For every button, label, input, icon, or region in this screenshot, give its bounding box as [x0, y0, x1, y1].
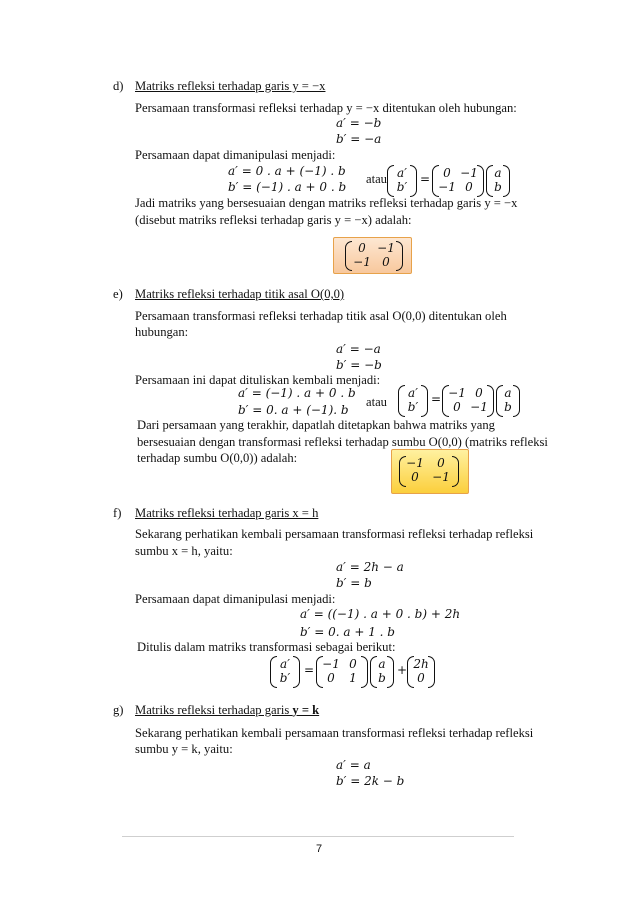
- item-label-e: e): [113, 287, 123, 301]
- section-d-manip-eq1: a′ = 0 . a + (−1) . b: [228, 164, 346, 178]
- item-label-f: f): [113, 506, 122, 520]
- section-d-vector: a b: [486, 165, 510, 195]
- section-e-atau: atau: [366, 395, 387, 409]
- section-f-equals: =: [304, 663, 315, 677]
- section-d-result-matrix: 0 −1 −1 0: [345, 241, 403, 269]
- section-e-manip-text: Persamaan ini dapat dituliskan kembali menjadi:: [135, 373, 381, 387]
- section-d-vector-prime: a′ b′: [387, 165, 417, 195]
- page-number: 7: [315, 843, 323, 855]
- section-d-title: Matriks refleksi terhadap garis y = −x: [135, 79, 326, 93]
- section-e-vector: a b: [496, 385, 520, 415]
- section-e-manip-eq1: a′ = (−1) . a + 0 . b: [238, 386, 356, 400]
- section-f-vector: a b: [370, 656, 394, 686]
- section-f-title: Matriks refleksi terhadap garis x = h: [135, 506, 319, 520]
- section-f-eq1: a′ = 2h − a: [336, 560, 404, 574]
- section-g-title: [135, 703, 319, 717]
- section-f-manip-eq1: a′ = ((−1) . a + 0 . b) + 2h: [300, 607, 461, 621]
- section-e-conclusion-line3: terhadap sumbu O(0,0)) adalah:: [137, 451, 298, 465]
- section-g-intro-line1: Sekarang perhatikan kembali persamaan transformasi refleksi terhadap refleksi: [135, 726, 534, 740]
- section-e-manip-eq2: b′ = 0. a + (−1). b: [238, 403, 349, 417]
- item-label-g: g): [113, 703, 124, 717]
- section-e-conclusion-line2: bersesuaian dengan transformasi refleksi terhadap sumbu O(0,0) (matriks refleksi: [137, 435, 548, 449]
- footer-divider: [122, 836, 514, 837]
- section-e-intro-line1: Persamaan transformasi refleksi terhadap titik asal O(0,0) ditentukan oleh: [135, 309, 507, 323]
- section-f-matrix: −1 0 0 1: [316, 656, 368, 686]
- section-f-vector-add: 2h 0: [407, 656, 435, 686]
- section-g-title-text: Matriks refleksi terhadap garis: [135, 703, 293, 717]
- section-g-eq1: a′ = a: [336, 758, 371, 772]
- section-d-conclusion-line1: Jadi matriks yang bersesuaian dengan matriks refleksi terhadap garis y = −x: [135, 196, 518, 210]
- section-f-manip-text: Persamaan dapat dimanipulasi menjadi:: [135, 592, 336, 606]
- section-d-equals: =: [420, 172, 431, 186]
- section-e-eq1: a′ = −a: [336, 342, 381, 356]
- section-e-result-matrix: −1 0 0 −1: [399, 456, 459, 485]
- section-e-eq2: b′ = −b: [336, 358, 382, 372]
- section-f-ditulis-text: Ditulis dalam matriks transformasi sebagai berikut:: [137, 640, 396, 654]
- section-d-eq1: a′ = −b: [336, 116, 382, 130]
- section-d-intro: Persamaan transformasi refleksi terhadap y = −x ditentukan oleh hubungan:: [135, 101, 517, 115]
- section-f-intro-line1: Sekarang perhatikan kembali persamaan transformasi refleksi terhadap refleksi: [135, 527, 534, 541]
- section-e-equals: =: [431, 392, 442, 406]
- section-f-intro-line2: sumbu x = h, yaitu:: [135, 544, 233, 558]
- section-d-eq2: b′ = −a: [336, 132, 382, 146]
- section-g-intro-line2: sumbu y = k, yaitu:: [135, 742, 233, 756]
- section-e-intro-line2: hubungan:: [135, 325, 189, 339]
- section-e-title: Matriks refleksi terhadap titik asal O(0,0): [135, 287, 345, 301]
- section-f-plus: +: [397, 663, 408, 677]
- item-label-d: d): [113, 79, 124, 93]
- section-e-vector-prime: a′ b′: [398, 385, 428, 415]
- section-d-conclusion-line2: (disebut matriks refleksi terhadap garis y = −x) adalah:: [135, 213, 412, 227]
- section-d-manip-text: Persamaan dapat dimanipulasi menjadi:: [135, 148, 336, 162]
- section-d-atau: atau: [366, 172, 387, 186]
- section-f-vector-prime: a′ b′: [270, 656, 300, 686]
- section-f-eq2: b′ = b: [336, 576, 372, 590]
- section-e-matrix: −1 0 0 −1: [442, 385, 494, 415]
- section-f-manip-eq2: b′ = 0. a + 1 . b: [300, 625, 395, 639]
- section-g-title-bold: y = k: [292, 703, 320, 717]
- section-d-matrix: 0 −1 −1 0: [432, 165, 484, 195]
- section-g-eq2: b′ = 2k − b: [336, 774, 405, 788]
- section-d-manip-eq2: b′ = (−1) . a + 0 . b: [228, 180, 347, 194]
- section-e-conclusion-line1: Dari persamaan yang terakhir, dapatlah ditetapkan bahwa matriks yang: [137, 418, 495, 432]
